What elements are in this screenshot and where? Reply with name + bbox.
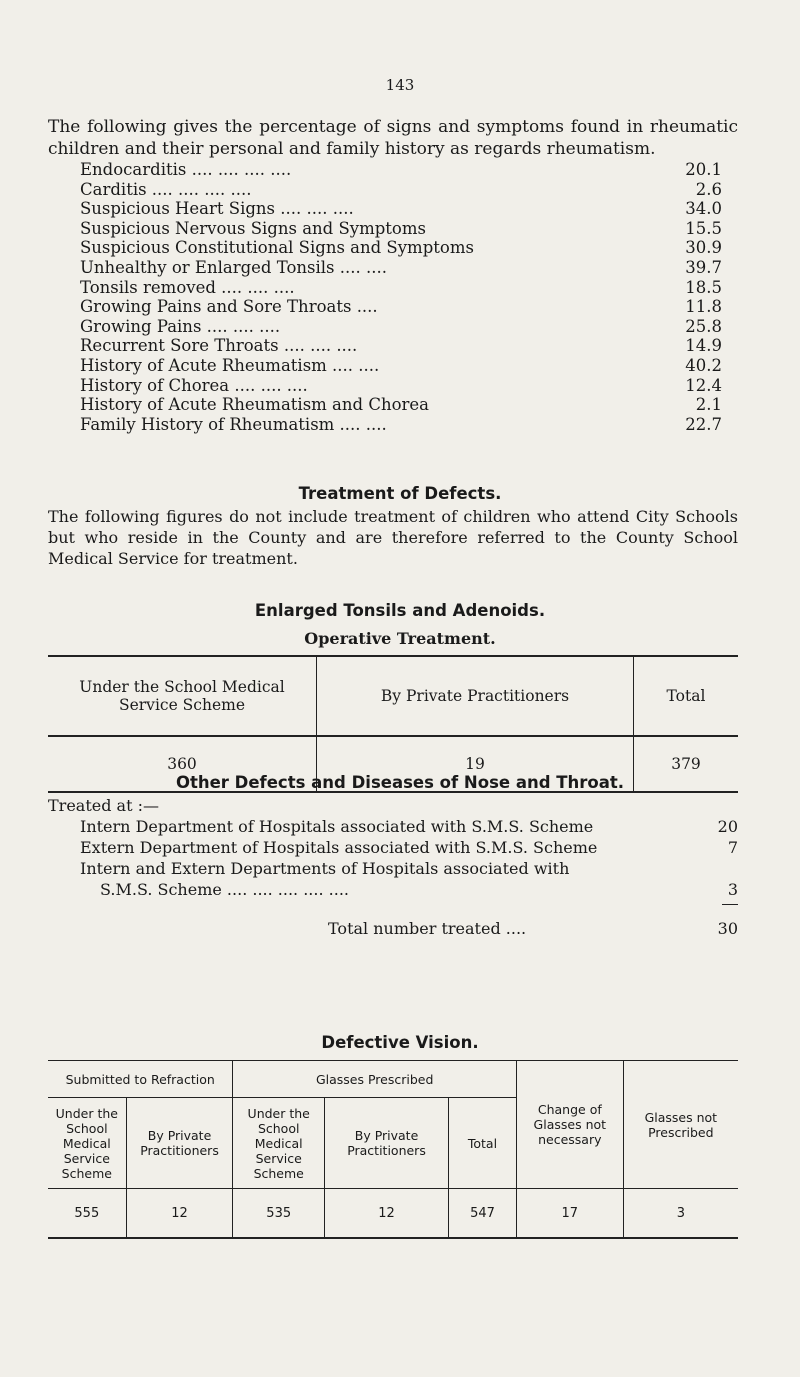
- list-item-label: Growing Pains .... .... ....: [80, 316, 281, 336]
- total-label: Total number treated ....: [328, 919, 527, 938]
- list-item-label: S.M.S. Scheme .... .... .... .... ....: [100, 880, 349, 899]
- vision-group-refraction: Submitted to Refraction: [48, 1061, 233, 1098]
- list-item: [80, 258, 722, 278]
- list-item: [80, 219, 722, 239]
- tonsils-header-sms: Under the School Medical Service Scheme: [48, 656, 317, 736]
- list-item-value: 2.6: [695, 179, 722, 199]
- vision-header-glasses-total: Total: [449, 1098, 517, 1189]
- treated-at-label: Treated at :—: [48, 796, 159, 815]
- list-item-value: 7: [727, 838, 738, 857]
- list-item-value: 18.5: [685, 277, 722, 297]
- vision-value: 535: [233, 1189, 325, 1239]
- tonsils-header-total: Total: [634, 656, 739, 736]
- list-item-label: Tonsils removed .... .... ....: [80, 277, 295, 297]
- list-item: [80, 317, 722, 337]
- list-item-value: 30.9: [685, 238, 722, 258]
- list-item-label: Suspicious Constitutional Signs and Symptoms: [80, 238, 474, 258]
- list-item-value: 20.1: [685, 160, 722, 179]
- tonsils-heading: Enlarged Tonsils and Adenoids.: [254, 601, 546, 620]
- list-item-value: 3: [727, 880, 738, 899]
- vision-value: 12: [126, 1189, 233, 1239]
- list-item-label: Unhealthy or Enlarged Tonsils .... ....: [80, 257, 387, 277]
- list-item: [80, 297, 722, 317]
- vision-value: 547: [449, 1189, 517, 1239]
- vision-header-refraction-sms: Under the School Medical Service Scheme: [48, 1098, 126, 1189]
- list-item-value: 39.7: [685, 257, 722, 277]
- tonsils-value-sms: 360: [48, 736, 317, 792]
- list-item-value: 15.5: [685, 218, 722, 238]
- list-item: [80, 336, 722, 356]
- list-item: [80, 160, 722, 180]
- list-item: [80, 376, 722, 396]
- list-item-label: Family History of Rheumatism .... ....: [80, 414, 387, 434]
- list-item: [80, 180, 722, 200]
- symptoms-list: [80, 160, 722, 434]
- list-item-label: Endocarditis .... .... .... ....: [80, 160, 292, 179]
- list-item: [80, 415, 722, 435]
- intro-paragraph: The following gives the percentage of signs and symptoms found in rheumatic children and their personal and family history as regards rheumatism.: [48, 117, 738, 159]
- treatment-heading: Treatment of Defects.: [298, 484, 502, 503]
- vision-header-glasses-sms: Under the School Medical Service Scheme: [233, 1098, 325, 1189]
- list-item-label: Suspicious Nervous Signs and Symptoms: [80, 218, 426, 238]
- list-item-value: 40.2: [685, 355, 722, 375]
- list-item-value: 12.4: [685, 375, 722, 395]
- vision-header-refraction-private: By Private Practitioners: [126, 1098, 233, 1189]
- vision-header-glasses-private: By Private Practitioners: [325, 1098, 449, 1189]
- list-item-label: History of Acute Rheumatism and Chorea: [80, 395, 429, 415]
- list-item: [80, 356, 722, 376]
- list-item-value: 22.7: [685, 414, 722, 434]
- list-item-value: 14.9: [685, 336, 722, 356]
- list-item-label: Recurrent Sore Throats .... .... ....: [80, 336, 358, 356]
- sum-rule: [722, 904, 738, 910]
- vision-value: 12: [325, 1189, 449, 1239]
- list-item-value: 25.8: [685, 316, 722, 336]
- list-item-label: History of Chorea .... .... ....: [80, 375, 308, 395]
- vision-group-glasses: Glasses Prescribed: [233, 1061, 517, 1098]
- total-value: 30: [717, 919, 738, 938]
- list-item-label: Intern Department of Hospitals associated with S.M.S. Scheme: [80, 817, 594, 836]
- tonsils-subheading: Operative Treatment.: [304, 629, 496, 648]
- vision-heading: Defective Vision.: [321, 1033, 479, 1052]
- tonsils-value-private: 19: [317, 736, 634, 792]
- list-item: [80, 278, 722, 298]
- list-item-label: Growing Pains and Sore Throats ....: [80, 297, 378, 317]
- page-number: 143: [385, 76, 415, 94]
- list-item-label: Carditis .... .... .... ....: [80, 179, 252, 199]
- vision-value: 555: [48, 1189, 126, 1239]
- tonsils-value-total: 379: [634, 736, 739, 792]
- nose-throat-heading: Other Defects and Diseases of Nose and Throat.: [175, 773, 625, 792]
- list-item: [80, 238, 722, 258]
- list-item-value: 34.0: [685, 199, 722, 219]
- list-item-label: Suspicious Heart Signs .... .... ....: [80, 199, 354, 219]
- vision-table: [48, 1060, 738, 1239]
- vision-header-change: Change of Glasses not necessary: [516, 1061, 623, 1189]
- treatment-paragraph: The following figures do not include treatment of children who attend City Schools but who reside in the County and are therefore referred to the County School Medical Service for treatment.: [48, 507, 738, 568]
- list-item-label: Extern Department of Hospitals associated with S.M.S. Scheme: [80, 838, 598, 857]
- list-item-value: 2.1: [695, 395, 722, 415]
- vision-header-not-prescribed: Glasses not Prescribed: [623, 1061, 738, 1189]
- list-item-value: 20: [717, 817, 738, 836]
- list-item: [80, 395, 722, 415]
- vision-value: 17: [516, 1189, 623, 1239]
- list-item-label: History of Acute Rheumatism .... ....: [80, 355, 380, 375]
- nose-throat-list: [48, 795, 738, 939]
- list-item-label: Intern and Extern Departments of Hospitals associated with: [80, 859, 570, 878]
- list-item-value: [708, 858, 738, 879]
- vision-value: 3: [623, 1189, 738, 1239]
- list-item: [80, 199, 722, 219]
- tonsils-header-private: By Private Practitioners: [317, 656, 634, 736]
- list-item-value: 11.8: [685, 297, 722, 317]
